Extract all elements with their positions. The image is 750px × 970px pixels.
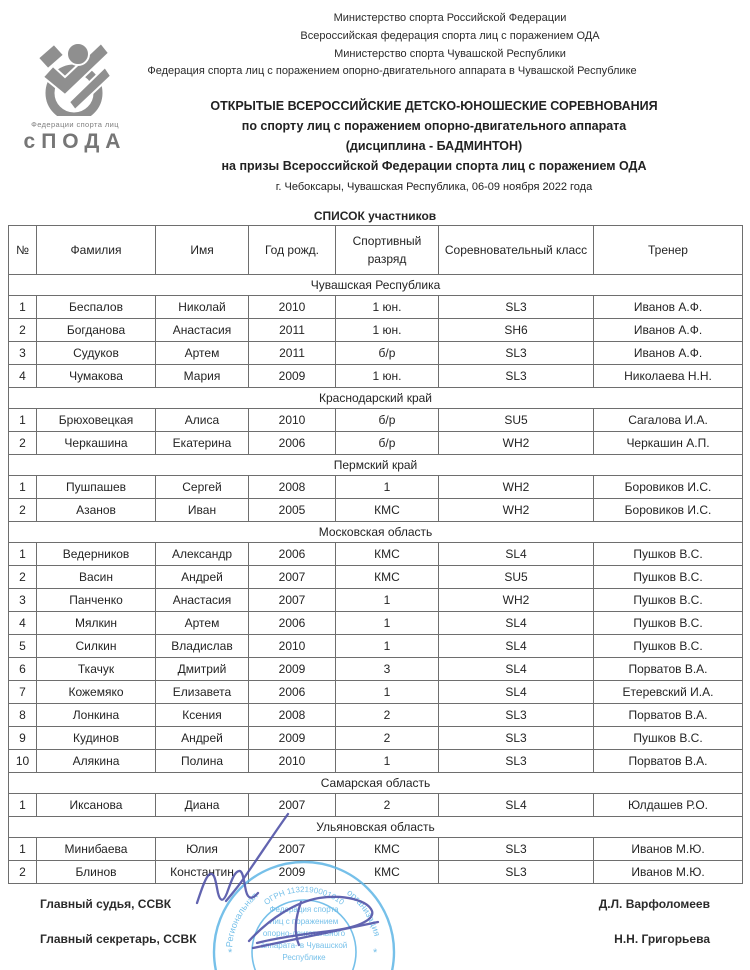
region-header-row: Ульяновская область (9, 816, 743, 837)
participant-row: 2 Черкашина Екатерина 2006 б/р WH2 Черкашин А.П. (9, 431, 743, 454)
region-header-row: Московская область (9, 521, 743, 542)
participant-row: 2 Азанов Иван 2005 КМС WH2 Боровиков И.С. (9, 498, 743, 521)
judge-name: Д.Л. Варфоломеев (598, 897, 710, 911)
col-coach: Тренер (594, 225, 743, 274)
list-title: СПИСОК участников (313, 208, 437, 223)
col-competition-class: Соревновательный класс (439, 225, 594, 274)
stamp-center-line: Федерация спорта (269, 905, 339, 914)
participant-row: 1 Беспалов Николай 2010 1 юн. SL3 Иванов А.Ф. (9, 295, 743, 318)
stamp-center-line: аппарата- в Чувашской (260, 941, 348, 950)
judge-role-label: Главный судья, ССВК (40, 897, 172, 911)
stamp-ring-right-text: организация (345, 887, 383, 938)
title-line: по спорту лиц с поражением опорно-двигательного аппарата (241, 119, 627, 133)
col-sport-rank: Спортивный разряд (336, 225, 439, 274)
participant-row: 8 Лонкина Ксения 2008 2 SL3 Порватов В.А. (9, 703, 743, 726)
col-surname: Фамилия (37, 225, 156, 274)
stamp-center-line: Республике (282, 953, 326, 962)
secretary-name: Н.Н. Григорьева (614, 932, 710, 946)
participant-row: 4 Мялкин Артем 2006 1 SL4 Пушков В.С. (9, 611, 743, 634)
header-line: Федерация спорта лиц с поражением опорно-двигательного аппарата в Чувашской Республике (147, 65, 637, 78)
participant-row: 3 Судуков Артем 2011 б/р SL3 Иванов А.Ф. (9, 341, 743, 364)
stamp-ogrn-text: ОГРН 1132190001010 (262, 884, 346, 907)
participant-row: 5 Силкин Владислав 2010 1 SL4 Пушков В.С. (9, 634, 743, 657)
stamp-ring-left-text: Региональная (224, 890, 260, 948)
spoda-emblem-icon (32, 38, 118, 116)
participant-row: 10 Алякина Полина 2010 1 SL3 Порватов В.А. (9, 749, 743, 772)
stamp-center-line: опорно-двигательного (262, 929, 346, 938)
participant-row: 6 Ткачук Дмитрий 2009 3 SL4 Порватов В.А. (9, 657, 743, 680)
stamp-center-line: лиц с поражением (269, 917, 339, 926)
participants-table (8, 225, 743, 884)
participant-row: 1 Минибаева Юлия 2007 КМС SL3 Иванов М.Ю. (9, 837, 743, 860)
federation-logo (10, 38, 140, 154)
header-line: Министерство спорта Российской Федерации (333, 12, 567, 24)
participant-row: 1 Пушпашев Сергей 2008 1 WH2 Боровиков И.С. (9, 475, 743, 498)
competition-title (150, 97, 718, 196)
title-line: на призы Всероссийской Федерации спорта лиц с поражением ОДА (221, 158, 647, 173)
participant-row: 9 Кудинов Андрей 2009 2 SL3 Пушков В.С. (9, 726, 743, 749)
col-firstname: Имя (156, 225, 249, 274)
participant-row: 7 Кожемяко Елизавета 2006 1 SL4 Етеревский И.А. (9, 680, 743, 703)
signature-row-secretary (40, 932, 710, 946)
region-header-row: Самарская область (9, 772, 743, 793)
logo-acronym: сПОДА (23, 130, 127, 153)
ministry-header (147, 0, 742, 81)
signature-row-judge (40, 897, 710, 911)
event-date-line: г. Чебоксары, Чувашская Республика, 06-09 ноября 2022 года (275, 181, 593, 194)
header-line: Всероссийская федерация спорта лиц с поражением ОДА (300, 29, 600, 42)
participant-row: 1 Брюховецкая Алиса 2010 б/р SU5 Сагалова И.А. (9, 408, 743, 431)
participants-table-body (9, 274, 743, 883)
stamp-asterisk-right: * (373, 947, 378, 959)
svg-text:организация (345, 887, 382, 937)
region-header-row: Чувашская Республика (9, 274, 743, 295)
participant-row: 4 Чумакова Мария 2009 1 юн. SL3 Николаева Н.Н. (9, 364, 743, 387)
participant-row: 1 Иксанова Диана 2007 2 SL4 Юлдашев Р.О. (9, 793, 743, 816)
title-line: (дисциплина - БАДМИНТОН) (345, 138, 523, 153)
participant-row: 2 Блинов Константин 2009 КМС SL3 Иванов М.Ю. (9, 860, 743, 883)
logo-caption: Федерации спорта лиц (31, 120, 119, 129)
col-number: № (9, 225, 37, 274)
table-header-row (9, 225, 743, 274)
participant-row: 1 Ведерников Александр 2006 КМС SL4 Пушков В.С. (9, 542, 743, 565)
participant-row: 2 Васин Андрей 2007 КМС SU5 Пушков В.С. (9, 565, 743, 588)
region-header-row: Пермский край (9, 454, 743, 475)
header-line: Министерство спорта Чувашской Республики (334, 47, 566, 60)
participant-row: 3 Панченко Анастасия 2007 1 WH2 Пушков В.С. (9, 588, 743, 611)
stamp-asterisk-left: * (228, 947, 233, 959)
col-birthyear: Год рожд. (249, 225, 336, 274)
secretary-role-label: Главный секретарь, ССВК (40, 932, 197, 946)
title-line: ОТКРЫТЫЕ ВСЕРОССИЙСКИЕ ДЕТСКО-ЮНОШЕСКИЕ СОРЕВНОВАНИЯ (210, 99, 658, 114)
region-header-row: Краснодарский край (9, 387, 743, 408)
participant-row: 2 Богданова Анастасия 2011 1 юн. SH6 Иванов А.Ф. (9, 318, 743, 341)
